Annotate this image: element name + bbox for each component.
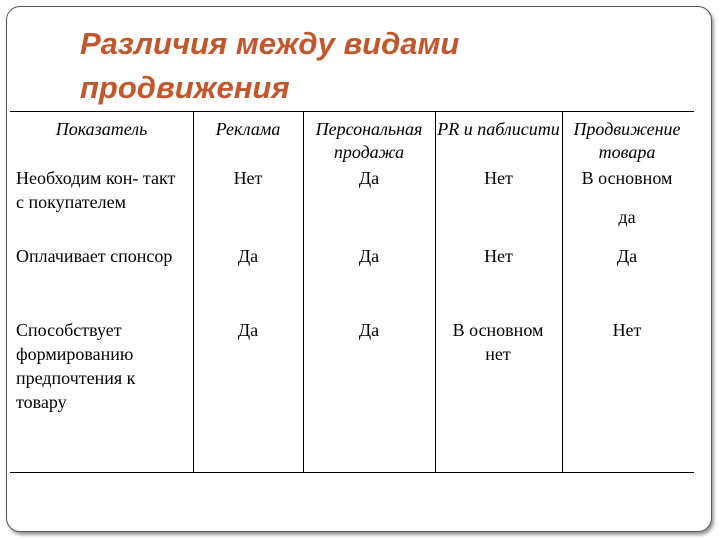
table-cell: Да	[237, 320, 259, 340]
row-indicator: Способствует формированию предпочтения к товару	[16, 320, 136, 412]
table-bottom-border	[10, 472, 694, 473]
header-sales-promotion: Продвижение товара	[573, 119, 681, 162]
header-personal-selling: Персональная продажа	[315, 119, 423, 162]
header-indicator: Показатель	[55, 119, 148, 139]
table-top-border	[10, 111, 694, 112]
table-cell: Да	[358, 320, 380, 340]
row-indicator: Оплачивает спонсор	[16, 246, 173, 266]
row-indicator: Необходим кон- такт с покупателем	[16, 168, 176, 212]
table-cell: В основном	[581, 168, 673, 188]
header-pr-publicity: PR и паблисити	[437, 119, 560, 139]
table-cell: Да	[358, 168, 380, 188]
slide-title: Различия между видами продвижения	[80, 26, 460, 105]
table-cell: Нет	[233, 168, 263, 188]
table-cell: Нет	[612, 320, 642, 340]
table-cell: Нет	[484, 168, 513, 188]
table-cell: Да	[237, 246, 259, 266]
header-advertising: Реклама	[215, 119, 281, 139]
table-cell: Да	[616, 246, 638, 266]
table-cell: Да	[358, 246, 380, 266]
table-cell: Нет	[484, 246, 513, 266]
table-cell: В основном нет	[452, 320, 544, 364]
table-cell: да	[618, 207, 636, 227]
